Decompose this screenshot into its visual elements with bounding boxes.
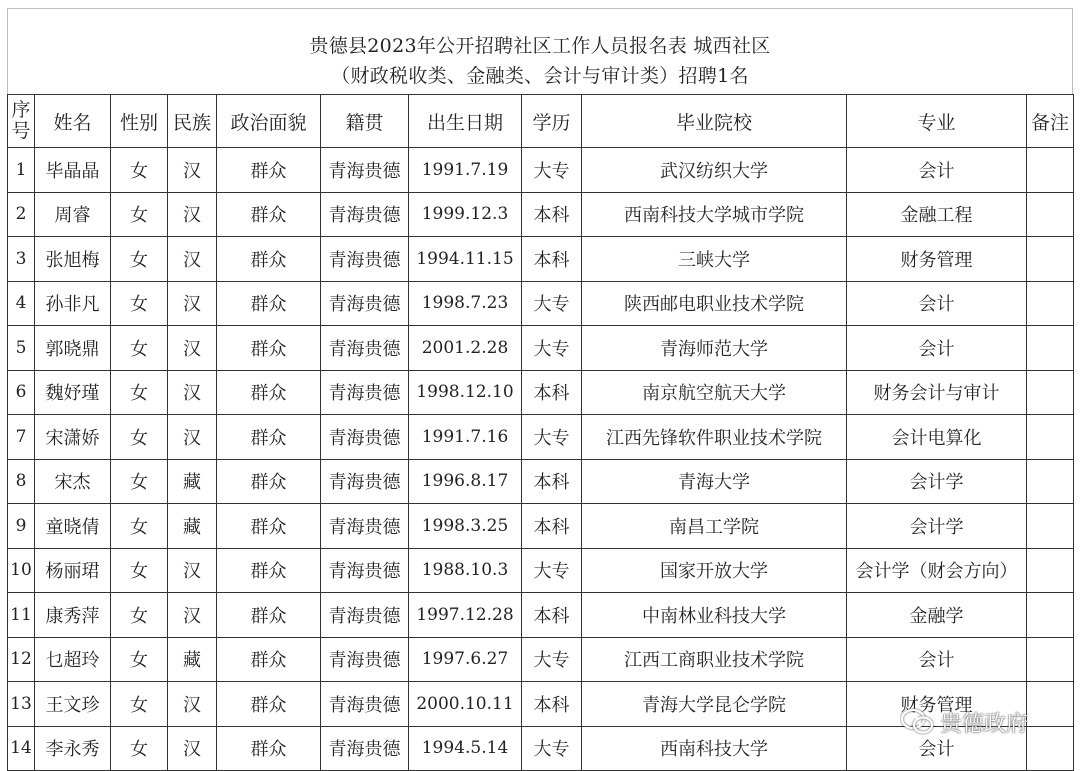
cell-origin: 青海贵德 [321, 237, 409, 282]
cell-seq: 13 [8, 682, 35, 727]
cell-education: 大专 [522, 281, 582, 326]
header-education: 学历 [522, 95, 582, 148]
cell-ethnicity: 藏 [168, 459, 217, 504]
cell-gender: 女 [111, 326, 168, 371]
cell-birth: 2000.10.11 [409, 682, 522, 727]
cell-education: 本科 [522, 459, 582, 504]
cell-school: 江西先锋软件职业技术学院 [582, 415, 847, 460]
cell-major: 会计 [847, 726, 1027, 771]
cell-birth: 1998.12.10 [409, 370, 522, 415]
table-row [8, 415, 1074, 460]
cell-birth: 1994.5.14 [409, 726, 522, 771]
cell-name: 张旭梅 [35, 237, 111, 282]
cell-political: 群众 [217, 281, 321, 326]
cell-name: 宋杰 [35, 459, 111, 504]
cell-seq: 3 [8, 237, 35, 282]
cell-seq: 12 [8, 637, 35, 682]
cell-major: 会计 [847, 281, 1027, 326]
cell-origin: 青海贵德 [321, 726, 409, 771]
cell-birth: 1998.3.25 [409, 504, 522, 549]
cell-name: 魏妤瑾 [35, 370, 111, 415]
header-origin: 籍贯 [321, 95, 409, 148]
cell-political: 群众 [217, 192, 321, 237]
cell-ethnicity: 汉 [168, 415, 217, 460]
cell-ethnicity: 汉 [168, 370, 217, 415]
cell-education: 本科 [522, 593, 582, 638]
cell-origin: 青海贵德 [321, 682, 409, 727]
cell-origin: 青海贵德 [321, 504, 409, 549]
header-remarks: 备注 [1027, 95, 1074, 148]
cell-origin: 青海贵德 [321, 192, 409, 237]
cell-seq: 11 [8, 593, 35, 638]
table-row [8, 593, 1074, 638]
cell-political: 群众 [217, 370, 321, 415]
cell-education: 本科 [522, 682, 582, 727]
cell-remarks [1027, 415, 1074, 460]
table-row [8, 637, 1074, 682]
cell-ethnicity: 汉 [168, 192, 217, 237]
cell-education: 本科 [522, 370, 582, 415]
cell-school: 南京航空航天大学 [582, 370, 847, 415]
cell-gender: 女 [111, 504, 168, 549]
form-title-block [7, 8, 1073, 94]
cell-name: 孙非凡 [35, 281, 111, 326]
cell-education: 本科 [522, 237, 582, 282]
cell-school: 青海大学 [582, 459, 847, 504]
cell-political: 群众 [217, 637, 321, 682]
cell-gender: 女 [111, 237, 168, 282]
cell-seq: 9 [8, 504, 35, 549]
cell-ethnicity: 汉 [168, 326, 217, 371]
table-row [8, 237, 1074, 282]
table-header-row [8, 95, 1074, 148]
cell-remarks [1027, 637, 1074, 682]
cell-remarks [1027, 192, 1074, 237]
cell-origin: 青海贵德 [321, 637, 409, 682]
table-row [8, 504, 1074, 549]
cell-school: 国家开放大学 [582, 548, 847, 593]
cell-seq: 1 [8, 148, 35, 193]
cell-seq: 5 [8, 326, 35, 371]
cell-name: 毕晶晶 [35, 148, 111, 193]
table-row [8, 281, 1074, 326]
cell-seq: 8 [8, 459, 35, 504]
cell-name: 宋潇娇 [35, 415, 111, 460]
cell-gender: 女 [111, 726, 168, 771]
cell-major: 财务会计与审计 [847, 370, 1027, 415]
watermark [900, 706, 1028, 738]
cell-origin: 青海贵德 [321, 593, 409, 638]
cell-education: 大专 [522, 148, 582, 193]
cell-gender: 女 [111, 415, 168, 460]
cell-origin: 青海贵德 [321, 415, 409, 460]
cell-gender: 女 [111, 459, 168, 504]
cell-education: 大专 [522, 415, 582, 460]
header-birth: 出生日期 [409, 95, 522, 148]
cell-remarks [1027, 281, 1074, 326]
cell-school: 西南科技大学 [582, 726, 847, 771]
cell-birth: 1988.10.3 [409, 548, 522, 593]
header-gender: 性别 [111, 95, 168, 148]
watermark-text: 贵德政府 [940, 711, 1029, 737]
cell-political: 群众 [217, 237, 321, 282]
cell-birth: 1996.8.17 [409, 459, 522, 504]
cell-major: 会计 [847, 637, 1027, 682]
header-name: 姓名 [35, 95, 111, 148]
table-row [8, 192, 1074, 237]
cell-origin: 青海贵德 [321, 326, 409, 371]
cell-gender: 女 [111, 370, 168, 415]
cell-major: 会计 [847, 326, 1027, 371]
cell-political: 群众 [217, 593, 321, 638]
cell-school: 青海大学昆仑学院 [582, 682, 847, 727]
cell-political: 群众 [217, 459, 321, 504]
table-row [8, 326, 1074, 371]
form-subtitle: （财政税收类、金融类、会计与审计类）招聘1名 [331, 65, 749, 87]
cell-seq: 10 [8, 548, 35, 593]
cell-ethnicity: 汉 [168, 148, 217, 193]
cell-gender: 女 [111, 593, 168, 638]
cell-major: 会计学 [847, 459, 1027, 504]
header-political: 政治面貌 [217, 95, 321, 148]
cell-education: 大专 [522, 326, 582, 371]
cell-school: 三峡大学 [582, 237, 847, 282]
applicant-table [7, 94, 1074, 771]
cell-name: 康秀萍 [35, 593, 111, 638]
cell-name: 周睿 [35, 192, 111, 237]
cell-gender: 女 [111, 281, 168, 326]
wechat-icon [900, 708, 934, 736]
cell-ethnicity: 汉 [168, 237, 217, 282]
cell-gender: 女 [111, 192, 168, 237]
cell-birth: 2001.2.28 [409, 326, 522, 371]
cell-major: 会计电算化 [847, 415, 1027, 460]
cell-seq: 7 [8, 415, 35, 460]
cell-birth: 1997.12.28 [409, 593, 522, 638]
cell-remarks [1027, 504, 1074, 549]
cell-major: 财务管理 [847, 682, 1027, 727]
cell-school: 陕西邮电职业技术学院 [582, 281, 847, 326]
table-row [8, 148, 1074, 193]
header-major: 专业 [847, 95, 1027, 148]
header-ethnicity: 民族 [168, 95, 217, 148]
cell-name: 乜超玲 [35, 637, 111, 682]
cell-seq: 2 [8, 192, 35, 237]
cell-gender: 女 [111, 682, 168, 727]
cell-education: 大专 [522, 726, 582, 771]
cell-origin: 青海贵德 [321, 281, 409, 326]
cell-education: 大专 [522, 548, 582, 593]
cell-name: 郭晓鼎 [35, 326, 111, 371]
cell-name: 杨丽珺 [35, 548, 111, 593]
cell-ethnicity: 藏 [168, 637, 217, 682]
cell-origin: 青海贵德 [321, 548, 409, 593]
cell-birth: 1994.11.15 [409, 237, 522, 282]
cell-birth: 1997.6.27 [409, 637, 522, 682]
cell-birth: 1998.7.23 [409, 281, 522, 326]
form-title: 贵德县2023年公开招聘社区工作人员报名表 城西社区 [309, 35, 771, 57]
header-school: 毕业院校 [582, 95, 847, 148]
cell-school: 南昌工学院 [582, 504, 847, 549]
cell-birth: 1991.7.19 [409, 148, 522, 193]
cell-education: 大专 [522, 637, 582, 682]
cell-remarks [1027, 593, 1074, 638]
cell-gender: 女 [111, 548, 168, 593]
cell-remarks [1027, 682, 1074, 727]
cell-origin: 青海贵德 [321, 370, 409, 415]
cell-remarks [1027, 237, 1074, 282]
cell-seq: 14 [8, 726, 35, 771]
cell-gender: 女 [111, 637, 168, 682]
cell-remarks [1027, 459, 1074, 504]
cell-name: 童晓倩 [35, 504, 111, 549]
cell-remarks [1027, 548, 1074, 593]
cell-seq: 4 [8, 281, 35, 326]
cell-major: 金融工程 [847, 192, 1027, 237]
cell-school: 西南科技大学城市学院 [582, 192, 847, 237]
cell-ethnicity: 藏 [168, 504, 217, 549]
cell-seq: 6 [8, 370, 35, 415]
cell-name: 王文珍 [35, 682, 111, 727]
cell-major: 会计学 [847, 504, 1027, 549]
cell-gender: 女 [111, 148, 168, 193]
cell-major: 财务管理 [847, 237, 1027, 282]
cell-birth: 1991.7.16 [409, 415, 522, 460]
cell-school: 青海师范大学 [582, 326, 847, 371]
cell-major: 会计学（财会方向） [847, 548, 1027, 593]
cell-school: 江西工商职业技术学院 [582, 637, 847, 682]
cell-origin: 青海贵德 [321, 459, 409, 504]
cell-political: 群众 [217, 682, 321, 727]
cell-major: 会计 [847, 148, 1027, 193]
cell-political: 群众 [217, 726, 321, 771]
cell-education: 本科 [522, 504, 582, 549]
cell-major: 金融学 [847, 593, 1027, 638]
table-body [8, 148, 1074, 771]
table-row [8, 459, 1074, 504]
cell-remarks [1027, 326, 1074, 371]
cell-name: 李永秀 [35, 726, 111, 771]
cell-political: 群众 [217, 548, 321, 593]
cell-ethnicity: 汉 [168, 593, 217, 638]
cell-ethnicity: 汉 [168, 682, 217, 727]
cell-ethnicity: 汉 [168, 548, 217, 593]
cell-remarks [1027, 726, 1074, 771]
cell-remarks [1027, 148, 1074, 193]
cell-political: 群众 [217, 415, 321, 460]
cell-origin: 青海贵德 [321, 148, 409, 193]
cell-ethnicity: 汉 [168, 726, 217, 771]
table-row [8, 370, 1074, 415]
cell-education: 本科 [522, 192, 582, 237]
cell-ethnicity: 汉 [168, 281, 217, 326]
cell-remarks [1027, 370, 1074, 415]
cell-school: 中南林业科技大学 [582, 593, 847, 638]
cell-birth: 1999.12.3 [409, 192, 522, 237]
cell-school: 武汉纺织大学 [582, 148, 847, 193]
cell-political: 群众 [217, 148, 321, 193]
table-row [8, 548, 1074, 593]
cell-political: 群众 [217, 504, 321, 549]
header-seq: 序 号 [8, 95, 35, 148]
cell-political: 群众 [217, 326, 321, 371]
